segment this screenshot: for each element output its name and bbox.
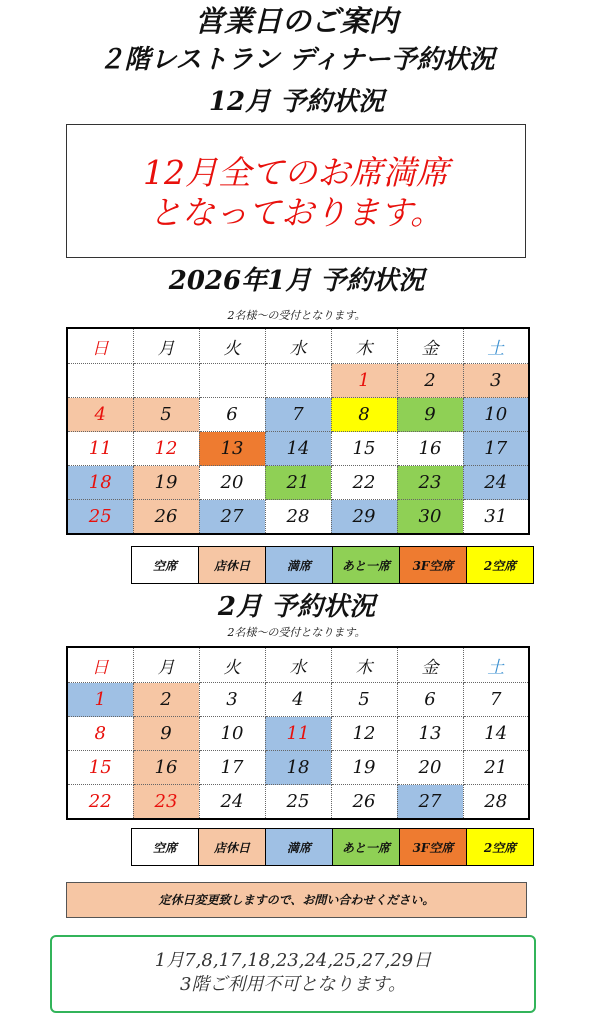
weekday-header: 日 xyxy=(67,647,133,683)
calendar-day-cell: 2 xyxy=(397,364,463,398)
weekday-header: 木 xyxy=(331,328,397,364)
page-title: 営業日のご案内 xyxy=(194,4,398,38)
calendar-week-row xyxy=(67,364,529,398)
calendar-day-cell: 4 xyxy=(265,683,331,717)
weekday-header: 金 xyxy=(397,328,463,364)
weekday-header: 土 xyxy=(463,647,529,683)
weekday-header: 木 xyxy=(331,647,397,683)
legend-item: 満席 xyxy=(266,829,333,866)
calendar-day-cell: 17 xyxy=(463,432,529,466)
calendar-week-row xyxy=(67,466,529,500)
calendar-week-row xyxy=(67,500,529,535)
calendar-day-cell: 22 xyxy=(67,785,133,820)
weekday-header-row xyxy=(67,647,529,683)
legend-item: 3F空席 xyxy=(400,547,467,584)
calendar-week-row xyxy=(67,751,529,785)
calendar-day-cell xyxy=(199,364,265,398)
calendar-day-cell: 30 xyxy=(397,500,463,535)
calendar-day-cell: 3 xyxy=(463,364,529,398)
calendar-week-row xyxy=(67,785,529,820)
third-floor-note-dates: 1月7,8,17,18,23,24,25,27,29日 xyxy=(154,950,432,971)
february-calendar xyxy=(66,646,530,820)
calendar-day-cell: 1 xyxy=(331,364,397,398)
weekday-header: 水 xyxy=(265,647,331,683)
calendar-day-cell: 28 xyxy=(265,500,331,535)
calendar-day-cell: 8 xyxy=(67,717,133,751)
legend-item: 店休日 xyxy=(199,829,266,866)
calendar-day-cell: 6 xyxy=(397,683,463,717)
calendar-day-cell: 11 xyxy=(265,717,331,751)
calendar-day-cell: 18 xyxy=(67,466,133,500)
calendar-day-cell: 13 xyxy=(397,717,463,751)
calendar-day-cell: 16 xyxy=(133,751,199,785)
calendar-day-cell: 28 xyxy=(463,785,529,820)
legend-item: 空席 xyxy=(132,829,199,866)
calendar-week-row xyxy=(67,398,529,432)
third-floor-note xyxy=(50,935,536,1013)
calendar-day-cell: 27 xyxy=(199,500,265,535)
calendar-day-cell: 11 xyxy=(67,432,133,466)
calendar-day-cell: 15 xyxy=(331,432,397,466)
weekday-header: 水 xyxy=(265,328,331,364)
calendar-day-cell: 22 xyxy=(331,466,397,500)
legend-item: あと一席 xyxy=(333,829,400,866)
calendar-day-cell: 7 xyxy=(265,398,331,432)
february-legend xyxy=(131,828,534,866)
closing-day-banner: 定休日変更致しますので、お問い合わせください。 xyxy=(66,882,527,918)
calendar-day-cell: 1 xyxy=(67,683,133,717)
calendar-day-cell: 25 xyxy=(67,500,133,535)
weekday-header: 火 xyxy=(199,328,265,364)
calendar-week-row xyxy=(67,432,529,466)
calendar-day-cell: 31 xyxy=(463,500,529,535)
calendar-day-cell: 6 xyxy=(199,398,265,432)
calendar-day-cell: 13 xyxy=(199,432,265,466)
weekday-header: 火 xyxy=(199,647,265,683)
calendar-day-cell xyxy=(67,364,133,398)
january-legend xyxy=(131,546,534,584)
legend-item: あと一席 xyxy=(333,547,400,584)
calendar-day-cell: 20 xyxy=(199,466,265,500)
calendar-day-cell: 25 xyxy=(265,785,331,820)
calendar-day-cell: 26 xyxy=(133,500,199,535)
calendar-day-cell: 5 xyxy=(331,683,397,717)
december-notice-line1: 12月全てのお席満席 xyxy=(143,153,449,192)
calendar-day-cell: 3 xyxy=(199,683,265,717)
calendar-day-cell: 17 xyxy=(199,751,265,785)
calendar-day-cell: 15 xyxy=(67,751,133,785)
calendar-day-cell: 20 xyxy=(397,751,463,785)
legend-item: 3F空席 xyxy=(400,829,467,866)
legend-item: 2空席 xyxy=(467,829,534,866)
calendar-day-cell: 24 xyxy=(199,785,265,820)
calendar-day-cell: 12 xyxy=(133,432,199,466)
calendar-day-cell: 26 xyxy=(331,785,397,820)
calendar-week-row xyxy=(67,717,529,751)
calendar-day-cell: 23 xyxy=(397,466,463,500)
weekday-header: 月 xyxy=(133,647,199,683)
calendar-day-cell: 21 xyxy=(463,751,529,785)
calendar-day-cell: 12 xyxy=(331,717,397,751)
page-subtitle: ２階レストラン ディナー予約状況 xyxy=(98,45,495,75)
january-subtitle: 2名様～の受付となります。 xyxy=(227,309,366,322)
calendar-day-cell: 10 xyxy=(463,398,529,432)
weekday-header-row xyxy=(67,328,529,364)
december-title: 12月 予約状況 xyxy=(208,87,385,117)
weekday-header: 日 xyxy=(67,328,133,364)
weekday-header: 金 xyxy=(397,647,463,683)
calendar-day-cell: 8 xyxy=(331,398,397,432)
december-notice xyxy=(66,124,526,258)
december-notice-line2: となっております。 xyxy=(148,193,444,232)
legend-item: 空席 xyxy=(132,547,199,584)
february-subtitle: 2名様～の受付となります。 xyxy=(227,626,366,639)
january-title: 2026年1月 予約状況 xyxy=(168,266,425,296)
calendar-day-cell: 21 xyxy=(265,466,331,500)
calendar-day-cell: 9 xyxy=(397,398,463,432)
legend-item: 店休日 xyxy=(199,547,266,584)
calendar-day-cell: 2 xyxy=(133,683,199,717)
legend-item: 2空席 xyxy=(467,547,534,584)
calendar-day-cell: 9 xyxy=(133,717,199,751)
calendar-day-cell: 5 xyxy=(133,398,199,432)
calendar-day-cell: 14 xyxy=(463,717,529,751)
calendar-day-cell: 27 xyxy=(397,785,463,820)
calendar-week-row xyxy=(67,683,529,717)
calendar-day-cell: 19 xyxy=(331,751,397,785)
calendar-day-cell: 29 xyxy=(331,500,397,535)
third-floor-note-text: 3階ご利用不可となります。 xyxy=(179,974,406,995)
weekday-header: 月 xyxy=(133,328,199,364)
calendar-day-cell: 10 xyxy=(199,717,265,751)
january-calendar xyxy=(66,327,530,535)
legend-item: 満席 xyxy=(266,547,333,584)
calendar-day-cell: 18 xyxy=(265,751,331,785)
calendar-day-cell: 23 xyxy=(133,785,199,820)
calendar-day-cell: 4 xyxy=(67,398,133,432)
calendar-day-cell: 14 xyxy=(265,432,331,466)
calendar-day-cell xyxy=(265,364,331,398)
calendar-day-cell xyxy=(133,364,199,398)
calendar-day-cell: 19 xyxy=(133,466,199,500)
february-title: 2月 予約状況 xyxy=(217,592,376,622)
weekday-header: 土 xyxy=(463,328,529,364)
calendar-day-cell: 24 xyxy=(463,466,529,500)
calendar-day-cell: 16 xyxy=(397,432,463,466)
calendar-day-cell: 7 xyxy=(463,683,529,717)
